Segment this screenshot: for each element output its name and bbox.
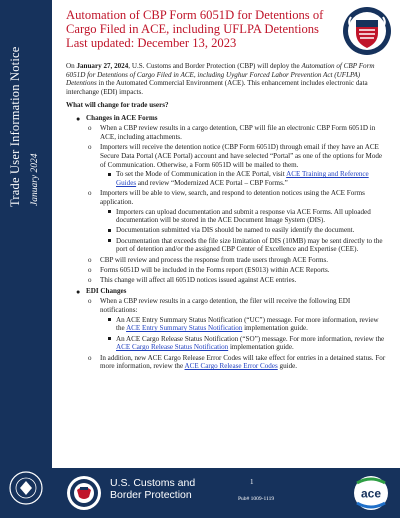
section-label-edi: EDI Changes xyxy=(86,286,127,295)
sidebar-logo-icon xyxy=(8,470,44,506)
list-item: o CBP will review and process the response from trade users through ACE Forms. xyxy=(88,255,329,264)
list-item: o When a CBP review results in a cargo detention, the filer will receive the following EDI notifications: An ACE Entry Summary Status Notification (“UC”) message. For more information, review the ACE Entry Summary Status Notification implementation guide. An ACE Cargo Release Status Notification (“SO”) message. For more information, review the ACE Cargo Release Status Notification implementation guide. xyxy=(88,297,385,352)
list-item: An ACE Cargo Release Status Notification (“SO”) message. For more information, review the ACE Cargo Release Status Notification implementation guide. xyxy=(100,335,386,352)
sidebar-title: Trade User Information Notice xyxy=(8,46,22,207)
ace-training-guides-link[interactable]: ACE Training and Reference Guides xyxy=(116,170,369,187)
list-item: To set the Mode of Communication in the ACE Portal, visit ACE Training and Reference Guides and review “Modernized ACE Portal – CBP Forms.” xyxy=(100,170,386,187)
page-number: 1 xyxy=(250,478,254,486)
list-item: Importers can upload documentation and submit a response via ACE Forms. All uploaded documentation will be stored in the ACE Document Image System (DIS). xyxy=(100,208,386,225)
footer-band xyxy=(52,468,400,518)
last-updated: Last updated: December 13, 2023 xyxy=(66,36,237,50)
cargo-release-error-codes-link[interactable]: ACE Cargo Release Error Codes xyxy=(184,362,278,371)
list-item: o Importers will receive the detention notice (CBP Form 6051D) through email if they have an ACE Secure Data Portal (ACE Portal) account and have selected “Portal” as one of the options for Mode of Communication. Otherwise, a Form 6051D will be mailed to them. To set the Mode of Communication in the ACE Portal, visit ACE Training and Reference Guides and review “Modernized ACE Portal – CBP Forms.” xyxy=(86,143,386,188)
dhs-seal-icon xyxy=(342,6,392,56)
sidebar-band xyxy=(0,0,52,518)
changes-list xyxy=(66,114,386,371)
entry-summary-status-link[interactable]: ACE Entry Summary Status Notification xyxy=(126,324,243,333)
list-item: An ACE Entry Summary Status Notification (“UC”) message. For more information, review the ACE Entry Summary Status Notification implementation guide. xyxy=(100,316,386,333)
cbp-seal-icon xyxy=(66,475,102,511)
changes-heading: What will change for trade users? xyxy=(66,100,169,109)
publication-number: Pub# 1009-1119 xyxy=(238,496,275,502)
list-item: o Forms 6051D will be included in the Forms report (ES013) within ACE Reports. xyxy=(88,265,330,274)
document-title-line-2: Cargo Filed in ACE, including UFLPA Detentions xyxy=(66,22,319,36)
document-body xyxy=(66,62,386,373)
intro-paragraph: On January 27, 2024, U.S. Customs and Border Protection (CBP) will deploy the Automation of CBP Form 6051D for Detentions of Cargo Filed in ACE, including Uyghur Forced Labor Prevention Act (UFLPA) Detentions in the Automated Commercial Environment (ACE). This enhancement includes electronic data interchange (EDI) impacts. xyxy=(66,62,375,97)
ace-logo-icon xyxy=(348,474,394,512)
document-header xyxy=(66,8,336,50)
enhancement-name: Automation of CBP Form 6051D for Detentions of Cargo Filed in ACE, including Uyghur Forced Labor Prevention Act (UFLPA) Detentions xyxy=(66,62,375,88)
deploy-date: January 27, 2024 xyxy=(76,62,129,70)
list-item: o When a CBP review results in a cargo detention, CBP will file an electronic CBP Form 6051D in ACE, including attachments. xyxy=(88,124,376,141)
section-ace-forms: ● Changes in ACE Forms o When a CBP review results in a cargo detention, CBP will file an electronic CBP Form 6051D in ACE, including attachments. o Importers will receive the detention notice (CBP Form 6051D) through email if they have an ACE Secure Data Portal (ACE Portal) account and have selected “Portal” as one of the options for Mode of Communication. Otherwise, a Form 6051D will be mailed to them. To set the Mode of Communication in the ACE Portal, visit ACE Training and Reference Guides and review “Modernized ACE Portal – CBP Forms.” o Importers will be able to view, search, and respond to detention notices using the ACE Forms application. Importers can upload documentation and submit a response via ACE Forms. All uploaded documentation will be stored in the ACE Document Image System (DIS). Documentation submitted via DIS should be named to easily identify the document. Documentation that exceeds the file size limitation of DIS (10MB) may be sent directly to the port of detention and/or the assigned CBP Center of Excellence and Expertise (CEE). o CBP will review and process the response from trade users through ACE Forms. o Forms 6051D will be included in the Forms report (ES013) within ACE Reports. o This change will affect all 6051D notices issued against ACE entries. xyxy=(66,114,386,285)
document-title-line-1: Automation of CBP Form 6051D for Detentions of xyxy=(66,8,324,22)
section-label-ace-forms: Changes in ACE Forms xyxy=(86,113,158,122)
list-item: o Importers will be able to view, search, and respond to detention notices using the ACE Forms application. Importers can upload documentation and submit a response via ACE Forms. All uploaded documentation will be stored in the ACE Document Image System (DIS). Documentation submitted via DIS should be named to easily identify the document. Documentation that exceeds the file size limitation of DIS (10MB) may be sent directly to the port of detention and/or the assigned CBP Center of Excellence and Expertise (CEE). xyxy=(86,189,386,254)
list-item: o In addition, new ACE Cargo Release Error Codes will take effect for entries in a detained status. For more information, review the ACE Cargo Release Error Codes guide. xyxy=(88,353,386,371)
sidebar-date: January 2024 xyxy=(30,153,40,206)
section-edi-changes: ● EDI Changes o When a CBP review results in a cargo detention, the filer will receive the following EDI notifications: An ACE Entry Summary Status Notification (“UC”) message. For more information, review the ACE Entry Summary Status Notification implementation guide. An ACE Cargo Release Status Notification (“SO”) message. For more information, review the ACE Cargo Release Status Notification implementation guide. o In addition, new ACE Cargo Release Error Codes will take effect for entries in a detained status. For more information, review the ACE Cargo Release Error Codes guide. xyxy=(76,286,386,371)
footer-agency-name: U.S. Customs and Border Protection xyxy=(110,477,196,501)
cargo-release-status-link[interactable]: ACE Cargo Release Status Notification xyxy=(116,343,229,352)
list-item: Documentation that exceeds the file size limitation of DIS (10MB) may be sent directly to the port of detention and/or the assigned CBP Center of Excellence and Expertise (CEE). xyxy=(100,237,386,254)
list-item: Documentation submitted via DIS should be named to easily identify the document. xyxy=(100,226,386,235)
ace-logo-text: ace xyxy=(360,486,382,501)
list-item: o This change will affect all 6051D notices issued against ACE entries. xyxy=(88,275,297,284)
